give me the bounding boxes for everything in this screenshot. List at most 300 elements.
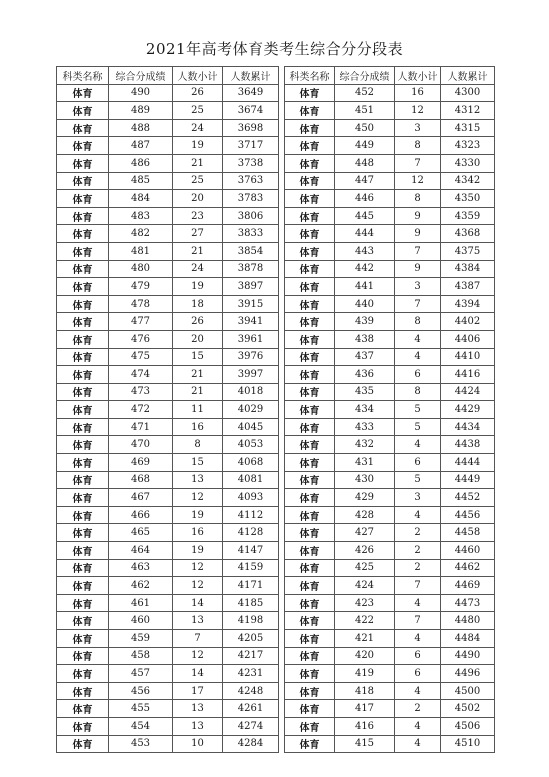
cell-subject: 体育: [285, 454, 335, 472]
table-row: [285, 172, 495, 190]
table-row: [57, 154, 279, 172]
cell-score: 481: [109, 242, 173, 260]
cell-score: 427: [335, 524, 395, 542]
cell-count: 3: [395, 278, 441, 296]
cell-score: 454: [109, 717, 173, 735]
cell-score: 470: [109, 436, 173, 454]
cell-cumulative: 4490: [441, 647, 495, 665]
cell-cumulative: 4449: [441, 471, 495, 489]
cell-count: 12: [173, 489, 223, 507]
cell-cumulative: 4284: [223, 735, 279, 753]
cell-count: 19: [173, 137, 223, 155]
cell-count: 16: [395, 84, 441, 102]
table-row: [57, 647, 279, 665]
table-row: [285, 454, 495, 472]
cell-cumulative: 4458: [441, 524, 495, 542]
cell-subject: 体育: [57, 260, 109, 278]
table-body: [57, 84, 279, 753]
cell-count: 20: [173, 190, 223, 208]
cell-count: 13: [173, 717, 223, 735]
cell-count: 3: [395, 119, 441, 137]
cell-score: 448: [335, 154, 395, 172]
cell-count: 15: [173, 348, 223, 366]
cell-subject: 体育: [285, 542, 335, 560]
table-row: [285, 665, 495, 683]
cell-score: 464: [109, 542, 173, 560]
cell-score: 462: [109, 577, 173, 595]
cell-score: 442: [335, 260, 395, 278]
cell-subject: 体育: [285, 102, 335, 120]
table-row: [57, 542, 279, 560]
table-row: [285, 647, 495, 665]
cell-score: 465: [109, 524, 173, 542]
cell-subject: 体育: [57, 436, 109, 454]
cell-score: 478: [109, 295, 173, 313]
cell-score: 449: [335, 137, 395, 155]
table-row: [285, 700, 495, 718]
cell-count: 2: [395, 700, 441, 718]
header-cumulative: 人数累计: [441, 67, 495, 85]
table-row: [57, 366, 279, 384]
cell-subject: 体育: [285, 313, 335, 331]
table-row: [57, 682, 279, 700]
cell-subject: 体育: [57, 630, 109, 648]
cell-score: 488: [109, 119, 173, 137]
cell-score: 438: [335, 330, 395, 348]
cell-subject: 体育: [285, 401, 335, 419]
cell-cumulative: 4506: [441, 717, 495, 735]
cell-cumulative: 3878: [223, 260, 279, 278]
cell-cumulative: 4159: [223, 559, 279, 577]
table-row: [285, 401, 495, 419]
cell-cumulative: 4029: [223, 401, 279, 419]
cell-count: 4: [395, 506, 441, 524]
cell-cumulative: 4330: [441, 154, 495, 172]
cell-subject: 体育: [285, 154, 335, 172]
cell-subject: 体育: [57, 401, 109, 419]
table-row: [285, 330, 495, 348]
cell-count: 4: [395, 682, 441, 700]
table-row: [57, 102, 279, 120]
table-row: [57, 559, 279, 577]
cell-subject: 体育: [57, 119, 109, 137]
table-row: [285, 542, 495, 560]
table-row: [285, 471, 495, 489]
cell-cumulative: 4171: [223, 577, 279, 595]
cell-subject: 体育: [57, 471, 109, 489]
cell-subject: 体育: [285, 471, 335, 489]
cell-count: 25: [173, 172, 223, 190]
table-row: [57, 225, 279, 243]
cell-score: 430: [335, 471, 395, 489]
header-score: 综合分成绩: [335, 67, 395, 85]
cell-score: 450: [335, 119, 395, 137]
cell-score: 436: [335, 366, 395, 384]
table-row: [285, 260, 495, 278]
table-row: [57, 190, 279, 208]
cell-count: 21: [173, 154, 223, 172]
cell-count: 7: [395, 577, 441, 595]
table-row: [57, 383, 279, 401]
cell-subject: 体育: [285, 506, 335, 524]
cell-score: 477: [109, 313, 173, 331]
cell-score: 422: [335, 612, 395, 630]
table-row: [57, 612, 279, 630]
cell-subject: 体育: [285, 717, 335, 735]
cell-cumulative: 4424: [441, 383, 495, 401]
cell-cumulative: 4128: [223, 524, 279, 542]
cell-cumulative: 4394: [441, 295, 495, 313]
cell-count: 11: [173, 401, 223, 419]
cell-score: 467: [109, 489, 173, 507]
cell-cumulative: 4018: [223, 383, 279, 401]
table-row: [57, 207, 279, 225]
cell-subject: 体育: [57, 137, 109, 155]
cell-cumulative: 4452: [441, 489, 495, 507]
cell-count: 9: [395, 207, 441, 225]
cell-count: 9: [395, 225, 441, 243]
cell-score: 487: [109, 137, 173, 155]
cell-count: 21: [173, 383, 223, 401]
cell-subject: 体育: [285, 84, 335, 102]
cell-cumulative: 4469: [441, 577, 495, 595]
cell-score: 485: [109, 172, 173, 190]
cell-count: 4: [395, 436, 441, 454]
table-row: [285, 717, 495, 735]
cell-count: 14: [173, 594, 223, 612]
cell-subject: 体育: [285, 630, 335, 648]
table-row: [285, 506, 495, 524]
table-row: [57, 436, 279, 454]
cell-subject: 体育: [285, 647, 335, 665]
header-count: 人数小计: [173, 67, 223, 85]
cell-score: 479: [109, 278, 173, 296]
cell-cumulative: 4496: [441, 665, 495, 683]
cell-score: 425: [335, 559, 395, 577]
cell-score: 475: [109, 348, 173, 366]
cell-score: 443: [335, 242, 395, 260]
cell-subject: 体育: [57, 154, 109, 172]
table-row: [57, 260, 279, 278]
cell-score: 416: [335, 717, 395, 735]
cell-subject: 体育: [285, 278, 335, 296]
cell-score: 446: [335, 190, 395, 208]
cell-cumulative: 4484: [441, 630, 495, 648]
cell-score: 418: [335, 682, 395, 700]
cell-subject: 体育: [285, 524, 335, 542]
cell-cumulative: 3997: [223, 366, 279, 384]
cell-count: 9: [395, 260, 441, 278]
cell-count: 7: [173, 630, 223, 648]
cell-score: 439: [335, 313, 395, 331]
cell-score: 458: [109, 647, 173, 665]
cell-cumulative: 4387: [441, 278, 495, 296]
cell-subject: 体育: [57, 665, 109, 683]
cell-subject: 体育: [57, 330, 109, 348]
cell-count: 13: [173, 612, 223, 630]
cell-cumulative: 3941: [223, 313, 279, 331]
cell-subject: 体育: [285, 700, 335, 718]
cell-subject: 体育: [57, 577, 109, 595]
cell-cumulative: 4045: [223, 418, 279, 436]
table-row: [57, 313, 279, 331]
cell-cumulative: 4217: [223, 647, 279, 665]
cell-count: 4: [395, 348, 441, 366]
cell-subject: 体育: [57, 594, 109, 612]
table-row: [285, 295, 495, 313]
cell-subject: 体育: [285, 172, 335, 190]
cell-cumulative: 3806: [223, 207, 279, 225]
cell-subject: 体育: [285, 383, 335, 401]
header-subject: 科类名称: [57, 67, 109, 85]
cell-count: 4: [395, 330, 441, 348]
cell-count: 2: [395, 524, 441, 542]
cell-cumulative: 4384: [441, 260, 495, 278]
table-row: [57, 401, 279, 419]
table-row: [57, 700, 279, 718]
table-row: [285, 207, 495, 225]
cell-cumulative: 3738: [223, 154, 279, 172]
cell-cumulative: 4406: [441, 330, 495, 348]
cell-cumulative: 4323: [441, 137, 495, 155]
table-row: [285, 436, 495, 454]
cell-subject: 体育: [57, 242, 109, 260]
cell-score: 444: [335, 225, 395, 243]
cell-count: 8: [395, 383, 441, 401]
cell-score: 424: [335, 577, 395, 595]
cell-cumulative: 4429: [441, 401, 495, 419]
cell-subject: 体育: [285, 682, 335, 700]
cell-count: 6: [395, 665, 441, 683]
cell-cumulative: 4480: [441, 612, 495, 630]
table-row: [285, 489, 495, 507]
cell-count: 24: [173, 260, 223, 278]
cell-score: 452: [335, 84, 395, 102]
table-row: [285, 242, 495, 260]
table-row: [285, 735, 495, 753]
cell-subject: 体育: [57, 313, 109, 331]
table-row: [285, 154, 495, 172]
cell-score: 466: [109, 506, 173, 524]
cell-score: 468: [109, 471, 173, 489]
table-row: [285, 84, 495, 102]
table-row: [285, 559, 495, 577]
cell-score: 483: [109, 207, 173, 225]
cell-score: 489: [109, 102, 173, 120]
table-row: [57, 454, 279, 472]
cell-cumulative: 3649: [223, 84, 279, 102]
cell-subject: 体育: [285, 418, 335, 436]
table-row: [285, 577, 495, 595]
cell-count: 26: [173, 84, 223, 102]
table-row: [57, 278, 279, 296]
table-row: [285, 137, 495, 155]
cell-cumulative: 4462: [441, 559, 495, 577]
cell-cumulative: 4198: [223, 612, 279, 630]
table-row: [57, 348, 279, 366]
cell-score: 428: [335, 506, 395, 524]
cell-score: 429: [335, 489, 395, 507]
table-row: [285, 278, 495, 296]
cell-cumulative: 3783: [223, 190, 279, 208]
cell-count: 26: [173, 313, 223, 331]
cell-score: 445: [335, 207, 395, 225]
table-row: [57, 665, 279, 683]
cell-cumulative: 4312: [441, 102, 495, 120]
cell-subject: 体育: [285, 207, 335, 225]
table-row: [57, 594, 279, 612]
cell-count: 3: [395, 489, 441, 507]
cell-subject: 体育: [57, 647, 109, 665]
table-row: [57, 471, 279, 489]
cell-cumulative: 4444: [441, 454, 495, 472]
cell-subject: 体育: [57, 489, 109, 507]
table-row: [285, 383, 495, 401]
cell-subject: 体育: [285, 242, 335, 260]
cell-subject: 体育: [285, 489, 335, 507]
cell-subject: 体育: [285, 137, 335, 155]
cell-cumulative: 4434: [441, 418, 495, 436]
cell-score: 423: [335, 594, 395, 612]
cell-cumulative: 4261: [223, 700, 279, 718]
cell-cumulative: 4473: [441, 594, 495, 612]
cell-subject: 体育: [285, 348, 335, 366]
cell-cumulative: 4410: [441, 348, 495, 366]
cell-score: 473: [109, 383, 173, 401]
cell-subject: 体育: [57, 383, 109, 401]
cell-cumulative: 4460: [441, 542, 495, 560]
cell-cumulative: 4402: [441, 313, 495, 331]
cell-count: 8: [395, 137, 441, 155]
cell-cumulative: 3915: [223, 295, 279, 313]
cell-subject: 体育: [285, 330, 335, 348]
cell-cumulative: 3854: [223, 242, 279, 260]
cell-score: 463: [109, 559, 173, 577]
cell-score: 472: [109, 401, 173, 419]
cell-score: 453: [109, 735, 173, 753]
cell-cumulative: 3717: [223, 137, 279, 155]
cell-score: 460: [109, 612, 173, 630]
cell-subject: 体育: [285, 295, 335, 313]
cell-score: 421: [335, 630, 395, 648]
cell-count: 15: [173, 454, 223, 472]
cell-cumulative: 4359: [441, 207, 495, 225]
cell-cumulative: 4510: [441, 735, 495, 753]
cell-subject: 体育: [57, 348, 109, 366]
cell-cumulative: 4438: [441, 436, 495, 454]
cell-cumulative: 3674: [223, 102, 279, 120]
cell-count: 7: [395, 242, 441, 260]
table-row: [285, 612, 495, 630]
table-header-row: [57, 67, 279, 85]
cell-count: 5: [395, 471, 441, 489]
cell-score: 419: [335, 665, 395, 683]
cell-score: 433: [335, 418, 395, 436]
cell-count: 7: [395, 612, 441, 630]
cell-score: 484: [109, 190, 173, 208]
cell-cumulative: 3698: [223, 119, 279, 137]
cell-score: 420: [335, 647, 395, 665]
table-row: [285, 594, 495, 612]
table-row: [57, 242, 279, 260]
cell-score: 486: [109, 154, 173, 172]
cell-score: 435: [335, 383, 395, 401]
cell-cumulative: 4093: [223, 489, 279, 507]
cell-count: 12: [395, 102, 441, 120]
cell-cumulative: 4350: [441, 190, 495, 208]
cell-subject: 体育: [57, 102, 109, 120]
cell-score: 471: [109, 418, 173, 436]
cell-cumulative: 3763: [223, 172, 279, 190]
cell-cumulative: 4375: [441, 242, 495, 260]
cell-subject: 体育: [285, 612, 335, 630]
cell-score: 456: [109, 682, 173, 700]
cell-count: 21: [173, 242, 223, 260]
cell-score: 437: [335, 348, 395, 366]
cell-count: 13: [173, 700, 223, 718]
table-row: [285, 190, 495, 208]
cell-subject: 体育: [57, 172, 109, 190]
cell-subject: 体育: [285, 190, 335, 208]
table-row: [285, 418, 495, 436]
cell-count: 7: [395, 295, 441, 313]
table-row: [57, 489, 279, 507]
cell-subject: 体育: [57, 225, 109, 243]
table-row: [57, 735, 279, 753]
cell-cumulative: 4081: [223, 471, 279, 489]
header-cumulative: 人数累计: [223, 67, 279, 85]
cell-cumulative: 4500: [441, 682, 495, 700]
cell-count: 5: [395, 401, 441, 419]
cell-score: 459: [109, 630, 173, 648]
table-header-row: [285, 67, 495, 85]
cell-cumulative: 4416: [441, 366, 495, 384]
cell-subject: 体育: [57, 190, 109, 208]
cell-subject: 体育: [285, 436, 335, 454]
cell-subject: 体育: [57, 682, 109, 700]
cell-cumulative: 4112: [223, 506, 279, 524]
cell-subject: 体育: [57, 418, 109, 436]
cell-subject: 体育: [285, 366, 335, 384]
cell-subject: 体育: [285, 559, 335, 577]
table-row: [285, 682, 495, 700]
cell-cumulative: 4248: [223, 682, 279, 700]
cell-count: 4: [395, 594, 441, 612]
cell-subject: 体育: [57, 735, 109, 753]
table-row: [57, 717, 279, 735]
cell-count: 2: [395, 559, 441, 577]
table-row: [57, 630, 279, 648]
cell-count: 16: [173, 418, 223, 436]
cell-score: 431: [335, 454, 395, 472]
table-row: [285, 630, 495, 648]
cell-cumulative: 4368: [441, 225, 495, 243]
cell-score: 474: [109, 366, 173, 384]
cell-score: 447: [335, 172, 395, 190]
cell-subject: 体育: [57, 700, 109, 718]
cell-subject: 体育: [57, 295, 109, 313]
cell-score: 461: [109, 594, 173, 612]
cell-count: 12: [173, 559, 223, 577]
cell-score: 482: [109, 225, 173, 243]
cell-score: 451: [335, 102, 395, 120]
cell-count: 16: [173, 524, 223, 542]
page-title: 2021年高考体育类考生综合分分段表: [145, 40, 404, 58]
cell-subject: 体育: [57, 454, 109, 472]
cell-count: 21: [173, 366, 223, 384]
header-subject: 科类名称: [285, 67, 335, 85]
header-count: 人数小计: [395, 67, 441, 85]
